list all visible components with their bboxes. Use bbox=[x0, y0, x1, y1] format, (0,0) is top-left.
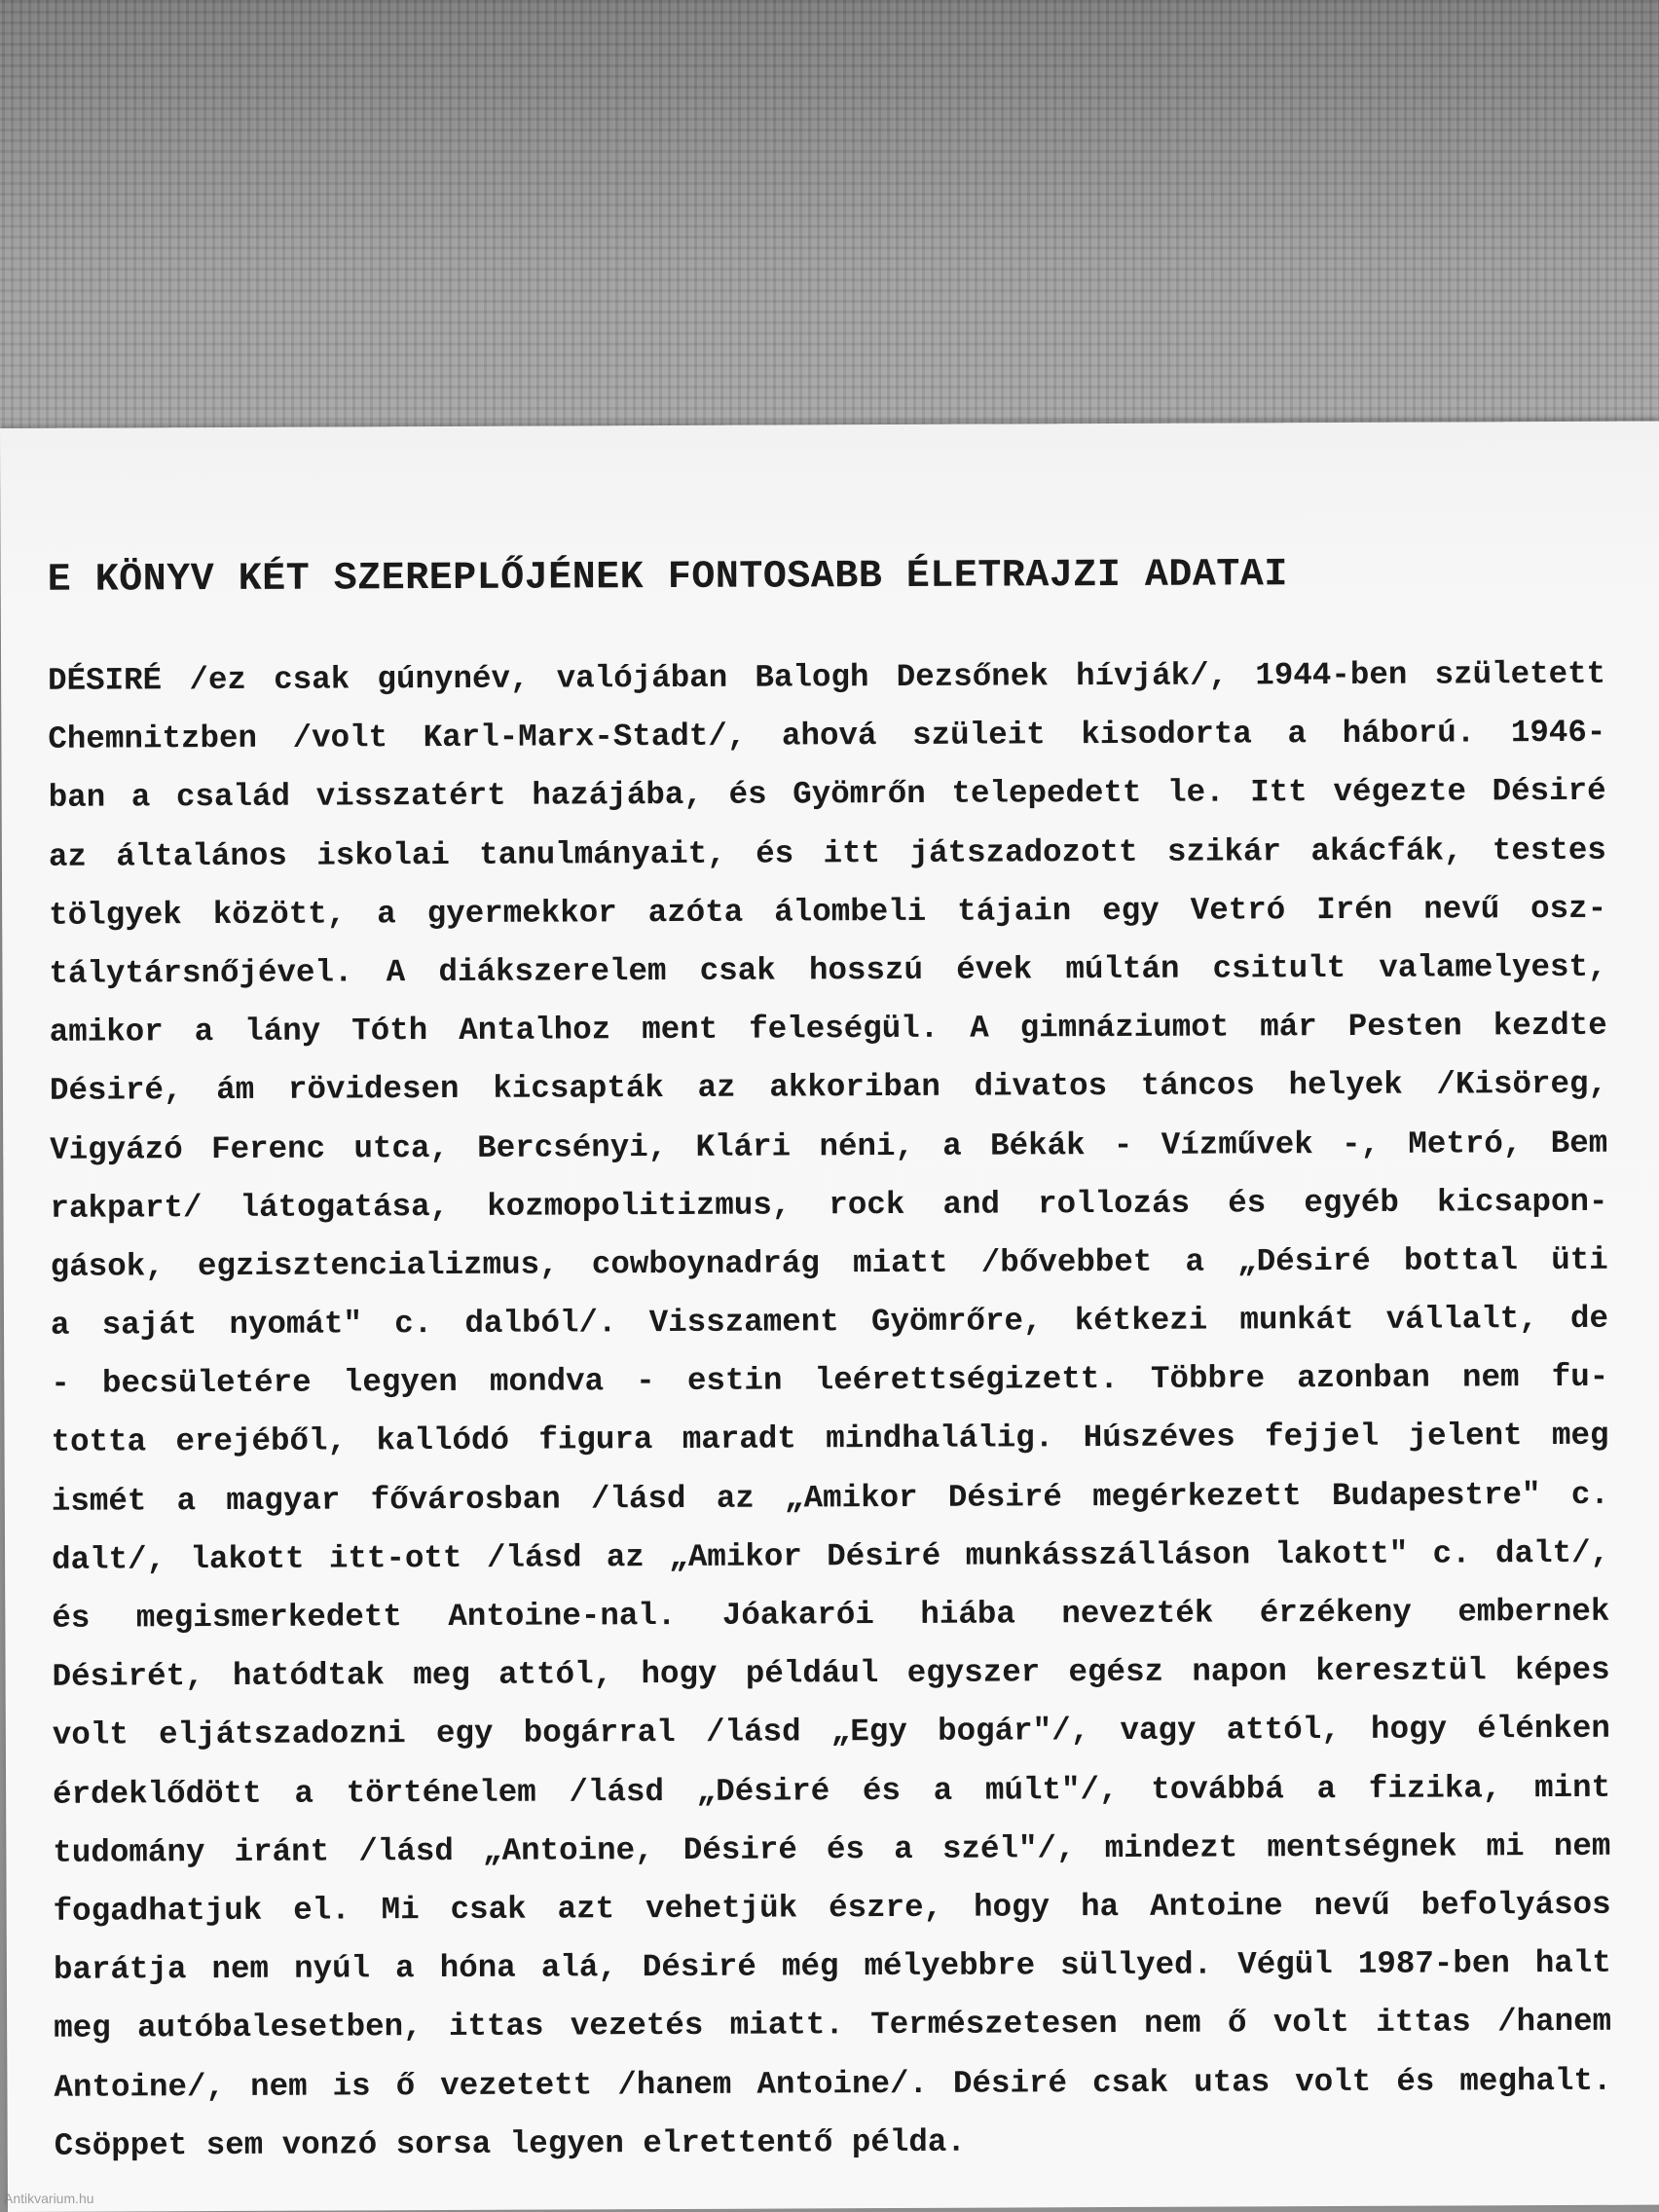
text-line: amikor a lány Tóth Antalhoz ment feleségül. A gimnáziumot már Pesten kezdte bbox=[49, 1007, 1607, 1051]
text-line: dalt/, lakott itt-ott /lásd az „Amikor Désiré munkásszálláson lakott" c. dalt/, bbox=[51, 1534, 1610, 1578]
text-line: Désiré, ám rövidesen kicsapták az akkoriban divatos táncos helyek /Kisöreg, bbox=[49, 1066, 1608, 1110]
text-line: tálytársnőjével. A diákszerelem csak hosszú évek múltán csitult valamelyest, bbox=[49, 948, 1607, 992]
text-line: rakpart/ látogatása, kozmopolitizmus, rock and rollozás és egyéb kicsapon- bbox=[50, 1183, 1608, 1227]
text-line: meg autóbalesetben, ittas vezetés miatt. Természetesen nem ő volt ittas /hanem bbox=[54, 2004, 1612, 2047]
text-line: tölgyek között, a gyermekkor azóta álombeli tájain egy Vetró Irén nevű osz- bbox=[49, 890, 1607, 934]
text-line: a saját nyomát" c. dalból/. Visszament Gyömrőre, kétkezi munkát vállalt, de bbox=[50, 1300, 1609, 1344]
text-line: gások, egzisztencializmus, cowboynadrág miatt /bővebbet a „Désiré bottal üti bbox=[50, 1241, 1608, 1285]
text-line: barátja nem nyúl a hóna alá, Désiré még mélyebbre süllyed. Végül 1987-ben halt bbox=[53, 1944, 1611, 1988]
text-line: volt eljátszadozni egy bogárral /lásd „Egy bogár"/, vagy attól, hogy élénken bbox=[52, 1711, 1610, 1754]
text-line: Csöppet sem vonzó sorsa legyen elrettentő példa. bbox=[54, 2123, 966, 2164]
text-line: érdeklődött a történelem /lásd „Désiré és a múlt"/, továbbá a fizika, mint bbox=[53, 1769, 1611, 1813]
text-line: fogadhatjuk el. Mi csak azt vehetjük észre, hogy ha Antoine nevű befolyásos bbox=[53, 1886, 1611, 1930]
text-line: DÉSIRÉ /ez csak gúnynév, valójában Balogh Dezsőnek hívják/, 1944-ben született bbox=[48, 655, 1606, 699]
text-line: Vigyázó Ferenc utca, Bercsényi, Klári néni, a Békák - Vízművek -, Metró, Bem bbox=[50, 1124, 1608, 1168]
text-line: Désirét, hatódtak meg attól, hogy például egyszer egész napon keresztül képes bbox=[52, 1651, 1610, 1695]
text-line: - becsületére legyen mondva - estin leérettségizett. Többre azonban nem fu- bbox=[51, 1359, 1609, 1403]
watermark: Antikvarium.hu bbox=[4, 2191, 94, 2206]
text-line: tudomány iránt /lásd „Antoine, Désiré és a szél"/, mindezt mentségnek mi nem bbox=[53, 1827, 1611, 1871]
text-line: Antoine/, nem is ő vezetett /hanem Antoine/. Désiré csak utas volt és meghalt. bbox=[54, 2062, 1612, 2106]
text-line: totta erejéből, kallódó figura maradt mindhalálig. Húszéves fejjel jelent meg bbox=[51, 1418, 1609, 1461]
text-line: az általános iskolai tanulmányait, és itt játszadozott szikár akácfák, testes bbox=[48, 831, 1606, 875]
body-paragraph bbox=[48, 645, 1612, 2176]
page-heading: E KÖNYV KÉT SZEREPLŐJÉNEK FONTOSABB ÉLETRAJZI ADATAI bbox=[47, 553, 1288, 603]
text-line: ismét a magyar fővárosban /lásd az „Amikor Désiré megérkezett Budapestre" c. bbox=[51, 1476, 1609, 1520]
book-page bbox=[0, 422, 1659, 2212]
text-line: Chemnitzben /volt Karl-Marx-Stadt/, ahová szüleit kisodorta a háború. 1946- bbox=[48, 714, 1606, 757]
text-line: ban a család visszatért hazájába, és Gyömrőn telepedett le. Itt végezte Désiré bbox=[48, 773, 1606, 817]
background-surface bbox=[0, 0, 1659, 458]
text-line: és megismerkedett Antoine-nal. Jóakarói hiába nevezték érzékeny embernek bbox=[52, 1593, 1610, 1637]
